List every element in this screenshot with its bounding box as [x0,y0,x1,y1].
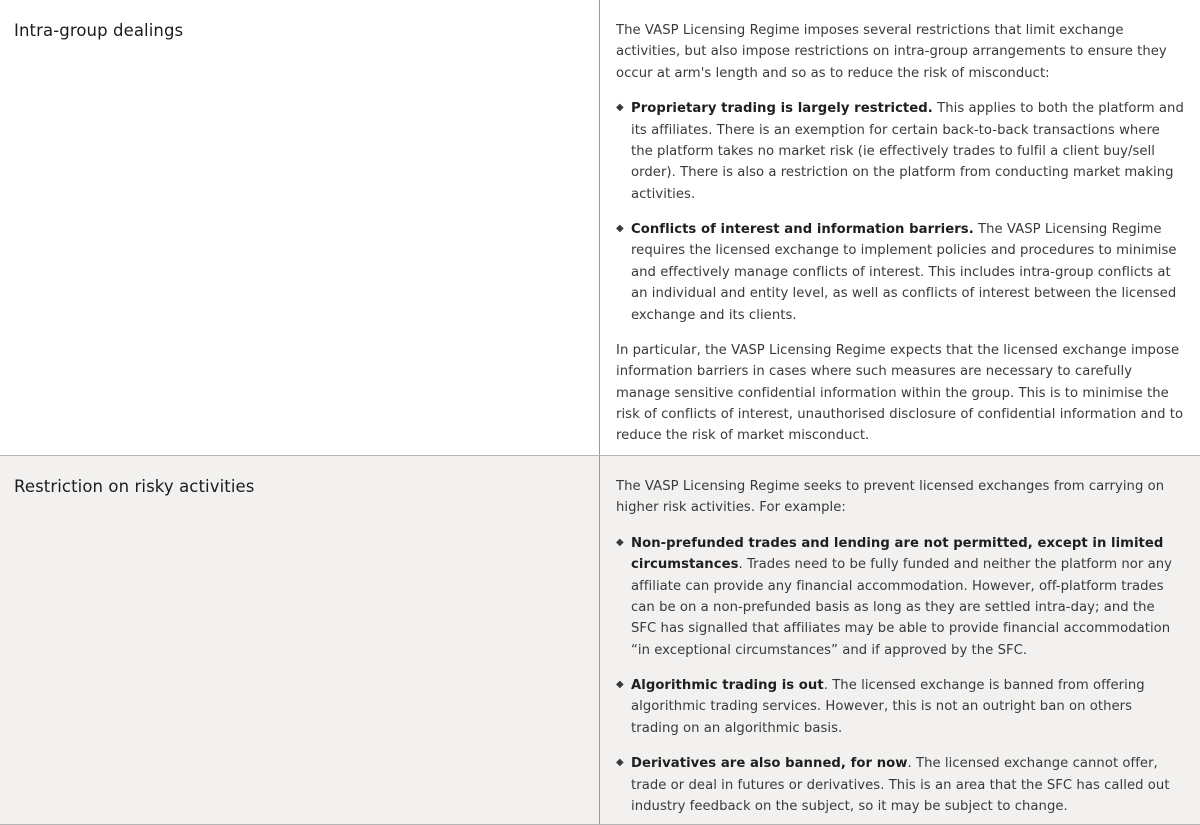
diamond-bullet-icon: ◆ [616,679,624,690]
list-item [616,219,1184,326]
list-item-text: The VASP Licensing Regime requires the licensed exchange to implement policies and procedures to minimise and effectively manage conflicts of interest. This includes intra-group conflicts at an individual and entity level, as well as conflicts of interest between the licensed exchange and its clients. [631,222,1177,323]
list-item-lead: Non-prefunded trades and lending are not permitted, except in limited circumstances [631,535,1164,573]
row-label-intra-group-dealings: Intra-group dealings [14,21,184,40]
row-label-restriction-on-risky-activities: Restriction on risky activities [14,477,255,496]
list-item-text: . The licensed exchange cannot offer, trade or deal in futures or derivatives. This is an area that the SFC has called out industry feedback on the subject, so it may be subject to change. [631,756,1170,814]
list-item [616,753,1184,817]
list-item-text: . The licensed exchange is banned from offering algorithmic trading services. However, this is not an outright ban on others trading on an algorithmic basis. [631,678,1145,736]
table-row-label-cell [0,456,600,824]
bullet-list [616,533,1184,818]
table-row-content-cell [600,0,1200,455]
diamond-bullet-icon: ◆ [616,102,624,114]
list-item-lead: Derivatives are also banned, for now [631,756,908,772]
list-item [616,675,1184,739]
table-row [0,455,1200,824]
closing-paragraph: In particular, the VASP Licensing Regime expects that the licensed exchange impose information barriers in cases where such measures are necessary to carefully manage sensitive confidential information within the group. This is to minimise the risk of conflicts of interest, unauthorised disclosure of confidential information and to reduce the risk of market misconduct. [616,342,1184,444]
list-item-text: . Trades need to be fully funded and neither the platform nor any affiliate can provide any financial accommodation. However, off-platform trades can be on a non-prefunded basis as long as they are settled intra-day; and the SFC has signalled that affiliates may be able to provide financial accommodation “in exceptional circumstances” and if approved by the SFC. [631,557,1173,658]
diamond-bullet-icon: ◆ [616,536,624,548]
intro-paragraph: The VASP Licensing Regime imposes several restrictions that limit exchange activities, but also impose restrictions on intra-group arrangements to ensure they occur at arm's length and so as to reduce the risk of misconduct: [616,23,1167,81]
list-item-text: This applies to both the platform and its affiliates. There is an exemption for certain back-to-back transactions where the platform takes no market risk (ie effectively trades to fulfil a client buy/sell order). There is also a restriction on the platform from conducting market making activities. [631,101,1184,202]
list-item-lead: Conflicts of interest and information barriers. [631,222,974,237]
bullet-list [616,98,1184,326]
list-item [616,533,1184,661]
list-item-lead: Proprietary trading is largely restricted. [631,101,933,117]
list-item-lead: Algorithmic trading is out [631,678,824,693]
diamond-bullet-icon: ◆ [616,223,624,234]
table-row-content-cell [600,456,1200,824]
diamond-bullet-icon: ◆ [616,757,624,769]
table-row-label-cell [0,0,600,455]
intro-paragraph: The VASP Licensing Regime seeks to prevent licensed exchanges from carrying on higher risk activities. For example: [616,479,1165,516]
list-item [616,98,1184,205]
